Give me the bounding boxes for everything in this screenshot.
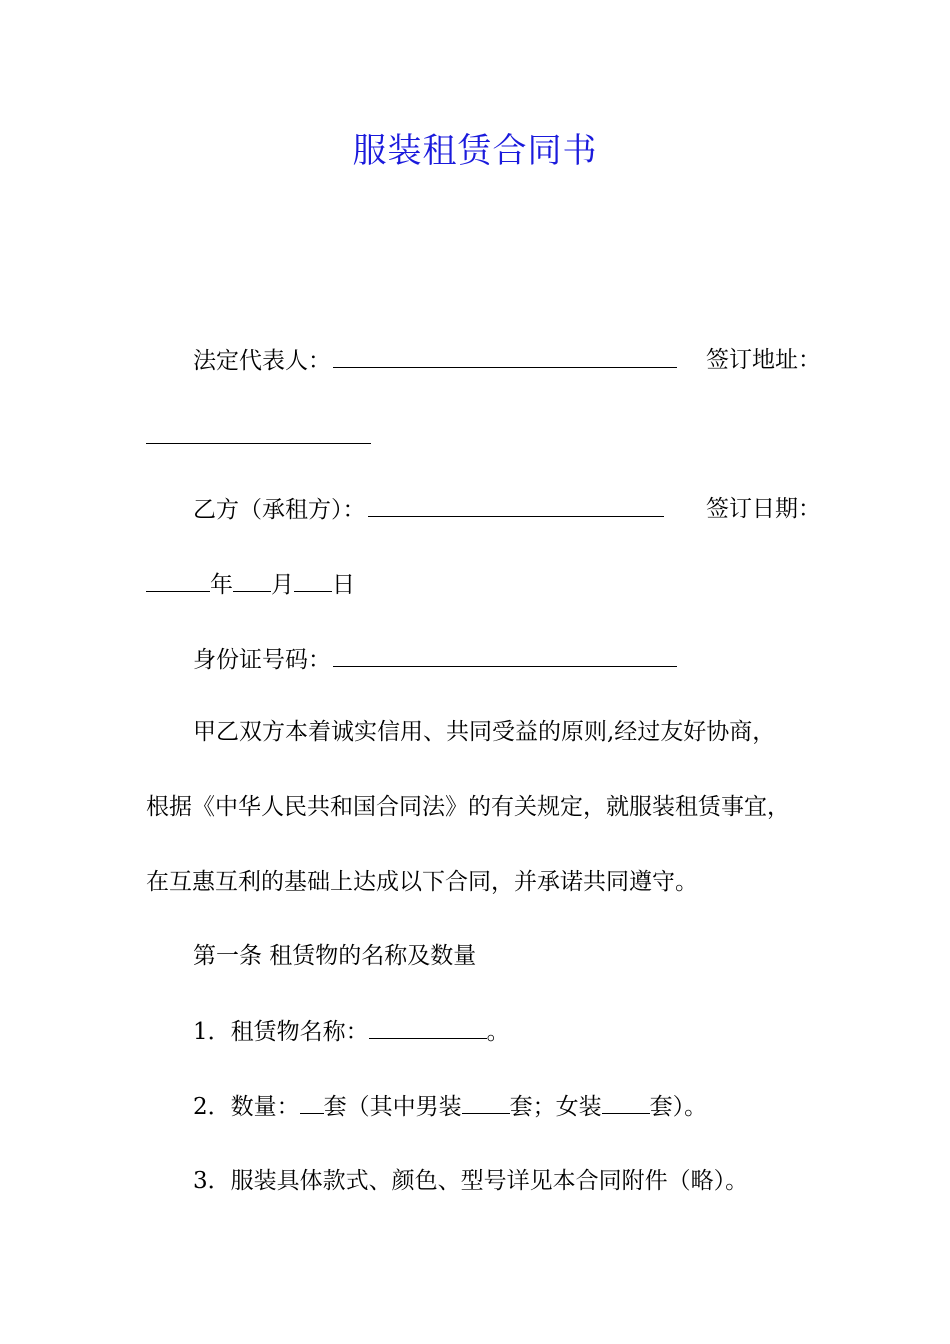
- article1-item3: 3．服装具体款式、颜色、型号详见本合同附件（略）。: [193, 1168, 749, 1194]
- day-blank: [294, 569, 332, 592]
- id-number-blank: [333, 644, 677, 667]
- intro-line-1: 甲乙双方本着诚实信用、共同受益的原则,经过友好协商，: [193, 719, 776, 745]
- sign-address-label: 签订地址：: [706, 347, 821, 373]
- item2-part-c: 套；女装: [509, 1094, 602, 1120]
- party-b-line: [193, 494, 666, 525]
- intro-line-2: 根据《中华人民共和国合同法》的有关规定，就服装租赁事宜，: [146, 794, 790, 820]
- day-label: 日: [332, 572, 355, 598]
- item1-label: 1．租赁物名称：: [193, 1019, 369, 1045]
- document-title: 服装租赁合同书: [352, 131, 598, 171]
- article1-item2: [193, 1091, 707, 1122]
- party-b-label: 乙方（承租方）：: [193, 497, 366, 523]
- article1-heading: 第一条 租赁物的名称及数量: [193, 943, 477, 969]
- month-blank: [233, 569, 271, 592]
- party-b-blank: [368, 494, 664, 517]
- legal-rep-label: 法定代表人：: [193, 348, 331, 374]
- legal-rep-blank: [333, 345, 677, 368]
- date-line: [146, 569, 355, 600]
- item2-part-d: 套）。: [649, 1094, 708, 1120]
- id-number-line: [193, 644, 679, 675]
- quantity-total-blank: [300, 1091, 324, 1114]
- item2-part-a: 2．数量：: [193, 1094, 300, 1120]
- year-label: 年: [210, 572, 233, 598]
- quantity-men-blank: [462, 1091, 510, 1114]
- month-label: 月: [271, 572, 294, 598]
- article1-item1: [193, 1016, 510, 1047]
- item1-end: 。: [486, 1019, 510, 1045]
- sign-date-label: 签订日期：: [706, 496, 821, 522]
- year-blank: [146, 569, 210, 592]
- quantity-women-blank: [602, 1091, 650, 1114]
- legal-rep-line: [193, 345, 679, 376]
- id-number-label: 身份证号码：: [193, 647, 331, 673]
- item1-blank: [369, 1016, 487, 1039]
- item2-part-b: 套（其中男装: [323, 1094, 462, 1120]
- sign-address-blank: [146, 443, 371, 444]
- intro-line-3: 在互惠互利的基础上达成以下合同，并承诺共同遵守。: [146, 869, 698, 895]
